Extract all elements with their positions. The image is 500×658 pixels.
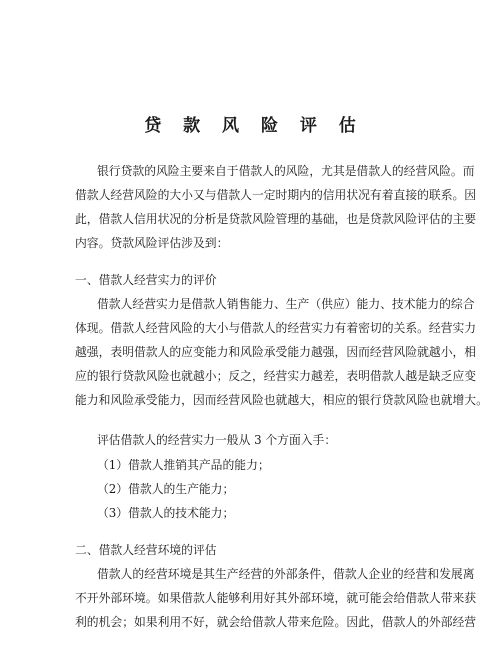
section1-paragraph-line: 体现。借款人经营风险的大小与借款人的经营实力有着密切的关系。经营实力 xyxy=(75,321,477,335)
section1-paragraph-line: 越强，表明借款人的应变能力和风险承受能力越强，因而经营风险就越小，相 xyxy=(75,345,477,359)
section2-paragraph-line: 不开外部环境。如果借款人能够利用好其外部环境，就可能会给借款人带来获 xyxy=(75,591,477,605)
document-title: 贷 款 风 险 评 估 xyxy=(144,116,364,136)
section2-heading: 二、借款人经营环境的评估 xyxy=(75,543,217,557)
section1-paragraph-line: 能力和风险承受能力，因而经营风险也就越大，相应的银行贷款风险也就增大。 xyxy=(75,393,488,407)
section2-paragraph-line: 利的机会；如果利用不好，就会给借款人带来危险。因此，借款人的外部经营 xyxy=(75,615,477,629)
intro-line: 借款人经营风险的大小又与借款人一定时期内的信用状况有着直接的联系。因 xyxy=(75,188,477,202)
list-item: （3）借款人的技术能力； xyxy=(97,506,235,520)
intro-line: 此，借款人信用状况的分析是贷款风险管理的基础，也是贷款风险评估的主要 xyxy=(75,212,477,226)
list-item: （1）借款人推销其产品的能力； xyxy=(97,458,270,472)
section2-paragraph-line: 借款人的经营环境是其生产经营的外部条件，借款人企业的经营和发展离 xyxy=(97,567,475,581)
section1-heading: 一、借款人经营实力的评价 xyxy=(75,273,217,287)
list-item: （2）借款人的生产能力； xyxy=(97,482,235,496)
intro-line: 内容。贷款风险评估涉及到： xyxy=(75,236,229,250)
section1-lead: 评估借款人的经营实力一般从 3 个方面入手： xyxy=(97,433,337,447)
intro-line: 银行贷款的风险主要来自于借款人的风险，尤其是借款人的经营风险。而 xyxy=(97,164,475,178)
section1-paragraph-line: 应的银行贷款风险也就越小；反之，经营实力越差，表明借款人越是缺乏应变 xyxy=(75,369,477,383)
section1-paragraph-line: 借款人经营实力是借款人销售能力、生产（供应）能力、技术能力的综合 xyxy=(97,297,475,311)
